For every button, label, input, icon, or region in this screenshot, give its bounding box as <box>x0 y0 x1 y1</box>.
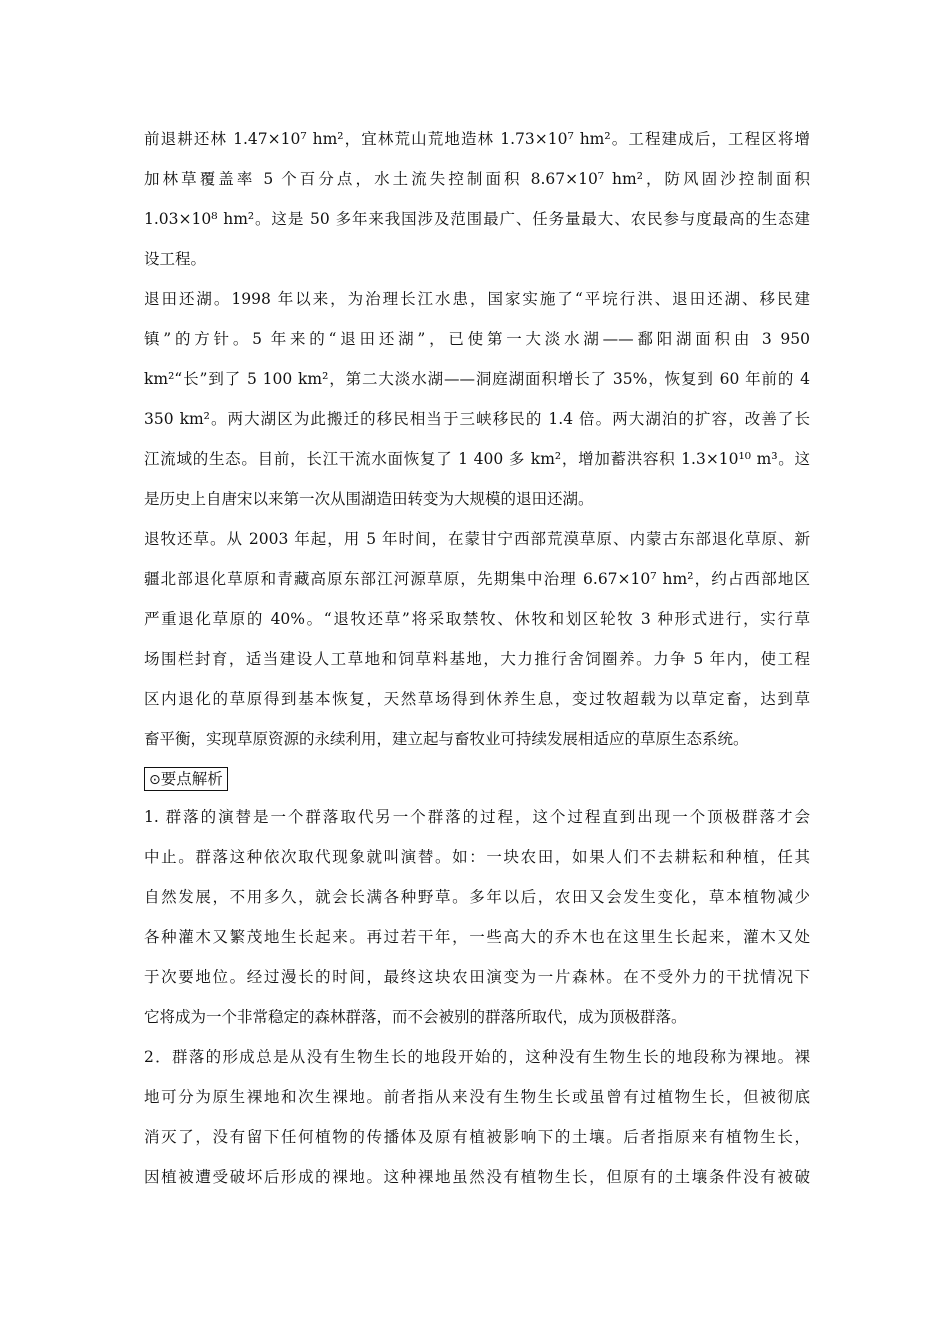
paragraph-point-1-line: 中止。群落这种依次取代现象就叫演替。如：一块农田，如果人们不去耕耘和种植，任其 <box>144 848 810 866</box>
paragraph-point-2-line: 地可分为原生裸地和次生裸地。前者指从来没有生物生长或虽曾有过植物生长，但被彻底 <box>144 1088 810 1106</box>
paragraph-reforestation-line: 设工程。 <box>144 250 207 268</box>
paragraph-return-lake-line: 退田还湖。1998 年以来，为治理长江水患，国家实施了“平垸行洪、退田还湖、移民建 <box>144 290 810 308</box>
paragraph-reforestation-line: 1.03×10⁸ hm²。这是 50 多年来我国涉及范围最广、任务量最大、农民参与度最高的生态建 <box>144 210 810 228</box>
paragraph-point-1-line: 1. 群落的演替是一个群落取代另一个群落的过程，这个过程直到出现一个顶极群落才会 <box>144 808 810 826</box>
key-points-badge <box>144 767 228 791</box>
paragraph-point-2-line: 2．群落的形成总是从没有生物生长的地段开始的，这种没有生物生长的地段称为裸地。裸 <box>144 1048 810 1066</box>
paragraph-reforestation-line: 加林草覆盖率 5 个百分点，水土流失控制面积 8.67×10⁷ hm²，防风固沙控制面积 <box>144 170 810 188</box>
paragraph-return-lake-line: km²“长”到了 5 100 km²，第二大淡水湖——洞庭湖面积增长了 35%，恢复到 60 年前的 4 <box>144 370 810 388</box>
paragraph-point-1-line: 于次要地位。经过漫长的时间，最终这块农田演变为一片森林。在不受外力的干扰情况下 <box>144 968 810 986</box>
paragraph-point-1-line: 它将成为一个非常稳定的森林群落，而不会被别的群落所取代，成为顶极群落。 <box>144 1008 687 1026</box>
paragraph-reforestation-line: 前退耕还林 1.47×10⁷ hm²，宜林荒山荒地造林 1.73×10⁷ hm²。工程建成后，工程区将增 <box>144 130 810 148</box>
paragraph-return-grass-line: 区内退化的草原得到基本恢复，天然草场得到休养生息，变过牧超载为以草定畜，达到草 <box>144 690 810 708</box>
circle-dot-icon: ⊙ <box>149 772 161 788</box>
paragraph-return-lake-line: 是历史上自唐宋以来第一次从围湖造田转变为大规模的退田还湖。 <box>144 490 594 508</box>
section-heading <box>144 764 810 794</box>
key-points-label: 要点解析 <box>160 770 223 788</box>
paragraph-return-grass-line: 畜平衡，实现草原资源的永续利用，建立起与畜牧业可持续发展相适应的草原生态系统。 <box>144 730 749 748</box>
paragraph-point-2-line: 因植被遭受破坏后形成的裸地。这种裸地虽然没有植物生长，但原有的土壤条件没有被破 <box>144 1168 810 1186</box>
paragraph-point-1-line: 各种灌木又繁茂地生长起来。再过若干年，一些高大的乔木也在这里生长起来，灌木又处 <box>144 928 810 946</box>
paragraph-return-lake-line: 350 km²。两大湖区为此搬迁的移民相当于三峡移民的 1.4 倍。两大湖泊的扩容，改善了长 <box>144 410 810 428</box>
paragraph-return-grass-line: 退牧还草。从 2003 年起，用 5 年时间，在蒙甘宁西部荒漠草原、内蒙古东部退化草原、新 <box>144 530 810 548</box>
paragraph-return-lake-line: 江流域的生态。目前，长江干流水面恢复了 1 400 多 km²，增加蓄洪容积 1.3×10¹⁰ m³。这 <box>144 450 810 468</box>
paragraph-point-1-line: 自然发展，不用多久，就会长满各种野草。多年以后，农田又会发生变化，草本植物减少 <box>144 888 810 906</box>
paragraph-point-2-line: 消灭了，没有留下任何植物的传播体及原有植被影响下的土壤。后者指原来有植物生长， <box>144 1128 810 1146</box>
paragraph-return-grass-line: 严重退化草原的 40%。“退牧还草”将采取禁牧、休牧和划区轮牧 3 种形式进行，实行草 <box>144 610 810 628</box>
paragraph-return-grass-line: 疆北部退化草原和青藏高原东部江河源草原，先期集中治理 6.67×10⁷ hm²，约占西部地区 <box>144 570 810 588</box>
paragraph-return-grass-line: 场围栏封育，适当建设人工草地和饲草料基地，大力推行舍饲圈养。力争 5 年内，使工程 <box>144 650 810 668</box>
paragraph-return-lake-line: 镇”的方针。5 年来的“退田还湖”，已使第一大淡水湖——鄱阳湖面积由 3 950 <box>144 330 810 348</box>
